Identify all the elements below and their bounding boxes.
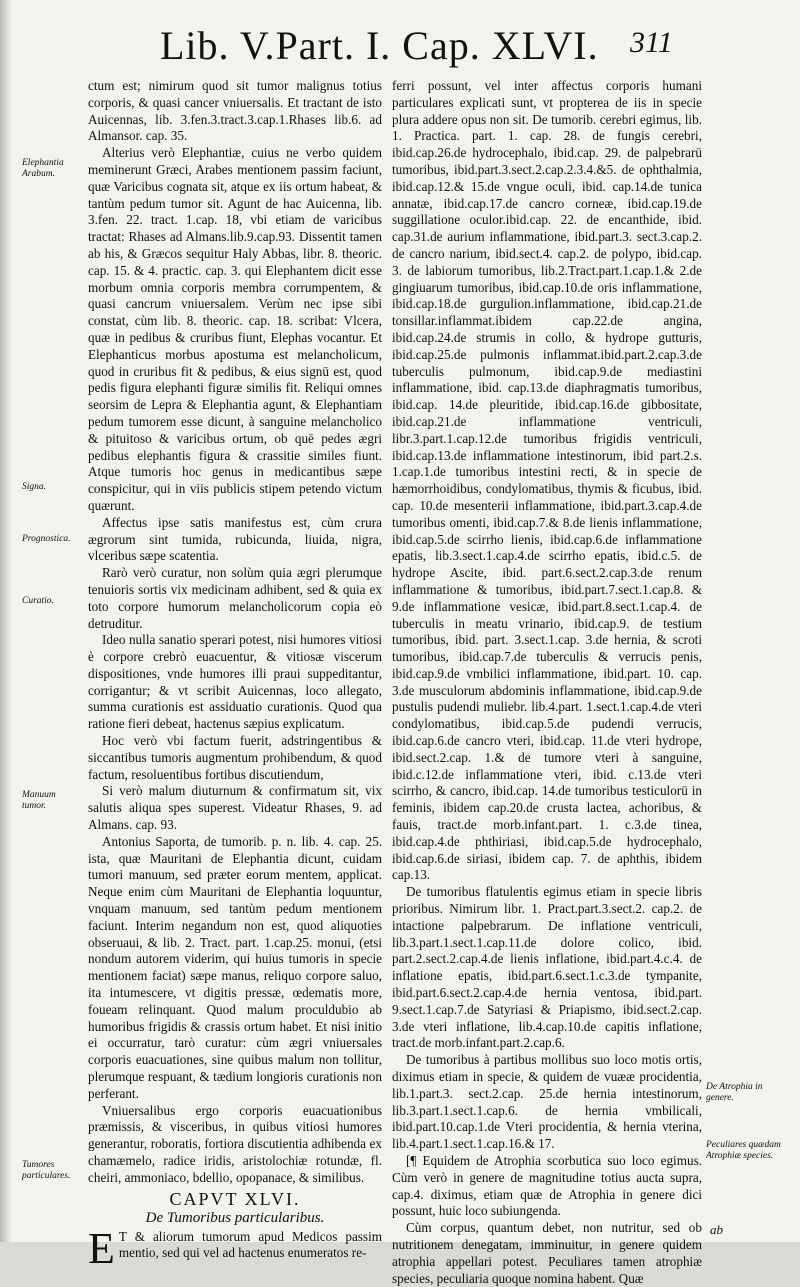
paragraph: Alterius verò Elephantiæ, cuius ne verbo quidem meminerunt Græci, Arabes mentionem passim faciunt, quæ Varicibus cognata sit, atque ex iis ortum habeat, & tantùm pedum tumor sit. Agunt de hac Auicenna, lib. 3.fen. 22. tract. 1.cap. 18, vbi etiam de varicibus tractat: Rhases ad Almans.lib.9.cap.93. Dissentit tamen ab his, & Græcos sequitur Haly Abbas, libr. 8. theoric. cap. 15. & 4. practic. cap. 3. qui Elephantem dicit esse morbum omnia corporis membra corrumpentem, & quasi cancrum vniuersalem. Verùm nec ipse sibi constat, cùm lib. 8. theoric. cap. 18. scribat: Vlcera, quæ in pedibus & cruribus fiunt, Elephas vocantur. Et Elephanticus morbus apostuma est melancholicum, quod in cruribus fit & pedibus, & eius signū est, quod pedis figura elephanti figuræ similis fit. Reliqui omnes seorsim de Lepra & Elephantia agunt, & Elephantiam pedum tumorem esse dicunt, à sanguine melancholico & pituitoso & varicibus ortum, ob quē pedes ægri pedibus elephantis figura & crassitie similes fiunt. Atque tumoris hoc genus in medicantibus sæpe conspicitur, qui in viis publicis stipem petendo victum quærunt. bbox=[88, 145, 382, 513]
paragraph: De tumoribus à partibus mollibus suo loco motis ortis, diximus etiam in specie, & quidem de vuææ procidentia, lib.1.part.3. sect.2.cap. 25.de hernia intestinorum, lib.3.part.1.sect.1.cap.6. de hernia vmbilicali, ibid.part.10.cap.1.de Vteri procidentia, & hernia vterina, lib.4.part.1.sect.1.cap.16.& 17. bbox=[392, 1052, 702, 1152]
right-column bbox=[392, 78, 702, 1287]
chapter-heading: CAPVT XLVI. bbox=[169, 1188, 301, 1209]
chapter-opening bbox=[88, 1223, 382, 1273]
chapter-opening-text: T & aliorum tumorum apud Medicos passim mentio, sed qui vel ad hactenus enumeratos re- bbox=[118, 1228, 382, 1261]
margin-note-atrophia: De Atrophia in genere. bbox=[706, 1082, 763, 1103]
paragraph: Affectus ipse satis manifestus est, cùm crura ægrorum sint tumida, rubicunda, liuida, nigra, vlceribus sæpe scatentia. bbox=[88, 514, 382, 564]
running-head: Lib. V.Part. I. Cap. XLVI. bbox=[160, 23, 599, 68]
paragraph: De tumoribus flatulentis egimus etiam in specie libris prioribus. Nimirum libr. 1. Pract.part.3.sect.2. cap.2. de intactione palpebrarum. De inflatione ventriculi, lib.3.part.1.sect.1.cap.11.de dolore colico, ibid. part.2.sect.2.cap.4.de lienis inflatione, ibid.part.4.c.4. de inflatione epatis, ibid.part.6.sect.1.c.3.de tympanite, ibid.part.6.sect.2.cap.4.de hernia ventosa, ibid.part. 9.sect.1.cap.7.de Satyriasi & Priapismo, ibid.sect.2.cap. 3.de vteri inflatione, lib.4.cap.10.de capitis inflatione, tract.de morb.infant.part.2.cap.6. bbox=[392, 884, 702, 1051]
margin-note-peculiares: Peculiares quædam Atrophiæ species. bbox=[706, 1140, 781, 1161]
margin-note-tumores: Tumores particulares. bbox=[22, 1160, 71, 1181]
paragraph: Si verò malum diuturnum & confirmatum sit, vix salutis aliqua spes superest. Videatur Rhases, 9. ad Almans. cap. 93. bbox=[88, 783, 382, 833]
margin-note-elephantia: Elephantia Arabum. bbox=[22, 158, 64, 179]
paragraph: ferri possunt, vel inter affectus corporis humani particulares explicati sunt, vt propterea de iis in specie plura addere opus non sit. De tumorib. cerebri egimus, lib. 1. Practica. part. 1. cap. 28. de fungis cerebri, ibid.cap.26.de hydrocephalo, ibid.cap. 29. de palpebrarū tumoribus, ibid.part.3.sect.2.cap.2.3.4.&5. de ophthalmia, ibid.cap.12.& 15.de vngue oculi, ibid. cap.14.de tunica annatæ, ibid.cap.17.de cancro corneæ, ibid.cap.19.de suggillatione oculor.ibid.cap. 22. de encanthide, ibid. cap.31.de aurium inflammatione, ibid.part.3. sect.3.cap.2. de cancro narium, ibid.sect.4. cap.2. de polypo, ibid.cap. 3. de labiorum tumoribus, lib.2.Tract.part.1.cap.1.& 2.de gingiuarum tumoribus, ibid.cap.10.de oris inflammatione, ibid.cap.18.de gurgulion.inflammatione, ibid.cap.21.de tonsillar.inflammat.ibidem cap.22.de angina, ibid.cap.24.de strumis in collo, & hydrope gutturis, ibid.cap.25.de pulmonis inflammat.ibid.part.2.cap.3.de tuberculis pulmonum, ibid.cap.9.de mediastini inflammatione, ibid. cap.13.de diaphragmatis tumoribus, ibid.cap. 14.de pleuritide, ibid.cap.16.de gibbositate, ibid.cap.21.de inflammatione ventriculi, libr.3.part.1.cap.12.de tumoribus frigidis ventriculi, ibid.cap.13.de inflammatione intestinorum, ibid part.2.s. 1.cap.1.de tumoribus intestini recti, & in specie de hæmorrhoidibus, condylomatibus, thymis & ficubus, ibid. cap. 10.de mesenterii inflammatione, ibid.part.3.cap.4.de tumoribus omenti, ibid.cap.7.& 8.de lienis inflammatione, ibid.cap.5.de scirrho lienis, ibid.cap.6.de inflammatione epatis, lib.3.sect.1.cap.4.de scirrho epatis, ibid.c.5. de hydrope Ascite, ibid. part.6.sect.2.cap.3.de renum inflammatione & tumoribus, ibid.part.7.sect.1.cap.8. & 9.de inflammatione vesicæ, ibid.part.8.sect.1.cap.4. de tuberculis in meatu vrinario, ibid.cap.9. de testium tumoribus, ibid. part. 3.sect.1.cap. 3.de hernia, & scroti tumoribus, ibid.cap.7.de tuberculis & verrucis penis, ibid.cap.9.de vmbilici inflammatione, ibid.part. 10. cap. 3.de musculorum abdominis inflammatione, ibid.cap.9.de pustulis pudendi muliebr. lib.4.part. 1.sect.1.cap.4.de vteri condylomatibus, ibid.cap.5.de pudendi verrucis, ibid.cap.6.de cancro vteri, ibid.cap. 11.de vteri hydrope, ibid.sect.2.cap. 1.& de tumore vteri à sanguine, ibid.c.12.de inflammatione vteri, ibid. c.13.de vteri scirrho, & cancro, ibid.cap. 14.de tumoribus testiculorū in feminis, ibidem cap.20.de crusta lactea, achoribus, & fauis, tract.de morb.infant.part. 1. c.3.de tinea, ibid.cap.4.de phthiriasi, ibid.cap.5.de hydrocephalo, ibid.cap.6.de siriasi, ibidem cap. 7. de aphthis, ibidem cap.13. bbox=[392, 78, 702, 883]
paragraph: Ideo nulla sanatio sperari potest, nisi humores vitiosi è corpore crebrò euacuentur, & vitiosæ viscerum dispositiones, vnde humores illi praui suppeditantur, corrigantur; & vt scribit Auicennas, loco allegato, summa curationis est assiduatio curationis. Quod qua ratione fieri debeat, hactenus sæpius explicatum. bbox=[88, 632, 382, 732]
paragraph: Rarò verò curatur, non solùm quia ægri plerumque tenuioris sortis vix medicinam adhibent, sed & quia ex toto corpore humorum melancholicorum copia eò detruditur. bbox=[88, 565, 382, 631]
margin-note-curatio: Curatio. bbox=[22, 596, 54, 606]
gutter-shadow bbox=[0, 0, 12, 1242]
paragraph: Cùm corpus, quantum debet, non nutritur, sed ob nutritionem denegatam, imminuitur, in genere quidem atrophia appellari potest. Peculiares tamen atrophiæ species, peculiaria quoque nomina habent. Quæ bbox=[392, 1220, 702, 1286]
paragraph: ctum est; nimirum quod sit tumor malignus totius corporis, & quasi cancer vniuersalis. Et tractant de isto Auicennas, lib. 3.fen.3.tract.3.cap.1.Rhases lib.6. ad Almansor. cap. 35. bbox=[88, 78, 382, 144]
paragraph: Hoc verò vbi factum fuerit, adstringentibus & siccantibus tumoris augmentum prohibendum, & quod factum, resoluentibus fortibus discutiendum, bbox=[88, 733, 382, 782]
left-column bbox=[88, 78, 382, 1273]
catchword: ab bbox=[710, 1222, 723, 1237]
drop-cap: E bbox=[88, 1223, 115, 1273]
chapter-subtitle: De Tumoribus particularibus. bbox=[145, 1209, 325, 1226]
paragraph: Vniuersalibus ergo corporis euacuationibus præmissis, & visceribus, in quibus vitiosi humores generantur, roboratis, fortiora discutientia adhibenda ex chamæmelo, radice iridis, aristolochiæ rotundæ, fl. cheiri, ammoniaco, bdellio, opopanace, & similibus. bbox=[88, 1102, 382, 1185]
paragraph: [¶ Equidem de Atrophia scorbutica suo loco egimus. Cùm verò in genere de magnitudine totius aucta supra, cap.4. diximus, etiam quæ de Atrophia in genere dici possunt, huic loco subiungenda. bbox=[392, 1153, 702, 1219]
margin-note-signa: Signa. bbox=[22, 482, 47, 492]
page-number: 311 bbox=[630, 26, 673, 59]
paragraph: Antonius Saporta, de tumorib. p. n. lib. 4. cap. 25. ista, quæ Mauritani de Elephantia dicunt, cuidam tumori manuum, sed præter eorum mentem, applicat. Neque enim cùm Mauritani de Elephantia loquuntur, vnquam manuum, sed tantùm pedum mentionem faciunt. Interim negandum non est, quod aliquoties obseruaui, & lib. 2. Tract. part. 1.cap.25. monui, (etsi nondum autorem viderim, qui huius tumoris in specie mentionem faciat) sæpe manus, reliquo corpore saluo, ita intumescere, vt digitis pressæ, œdematis more, foueam relinquant. Quod malum proculdubio ab humoribus frigidis & crassis ortum habet. Et nisi initio ei occurratur, tarò curatur: cùm ægri vniuersales corporis euacuationes, sine quibus malum non tollitur, plerumque respuant, & tædium longioris curationis non perferant. bbox=[88, 833, 382, 1101]
margin-note-prognostica: Prognostica. bbox=[22, 534, 71, 544]
margin-note-manuum: Manuum tumor. bbox=[22, 790, 56, 811]
